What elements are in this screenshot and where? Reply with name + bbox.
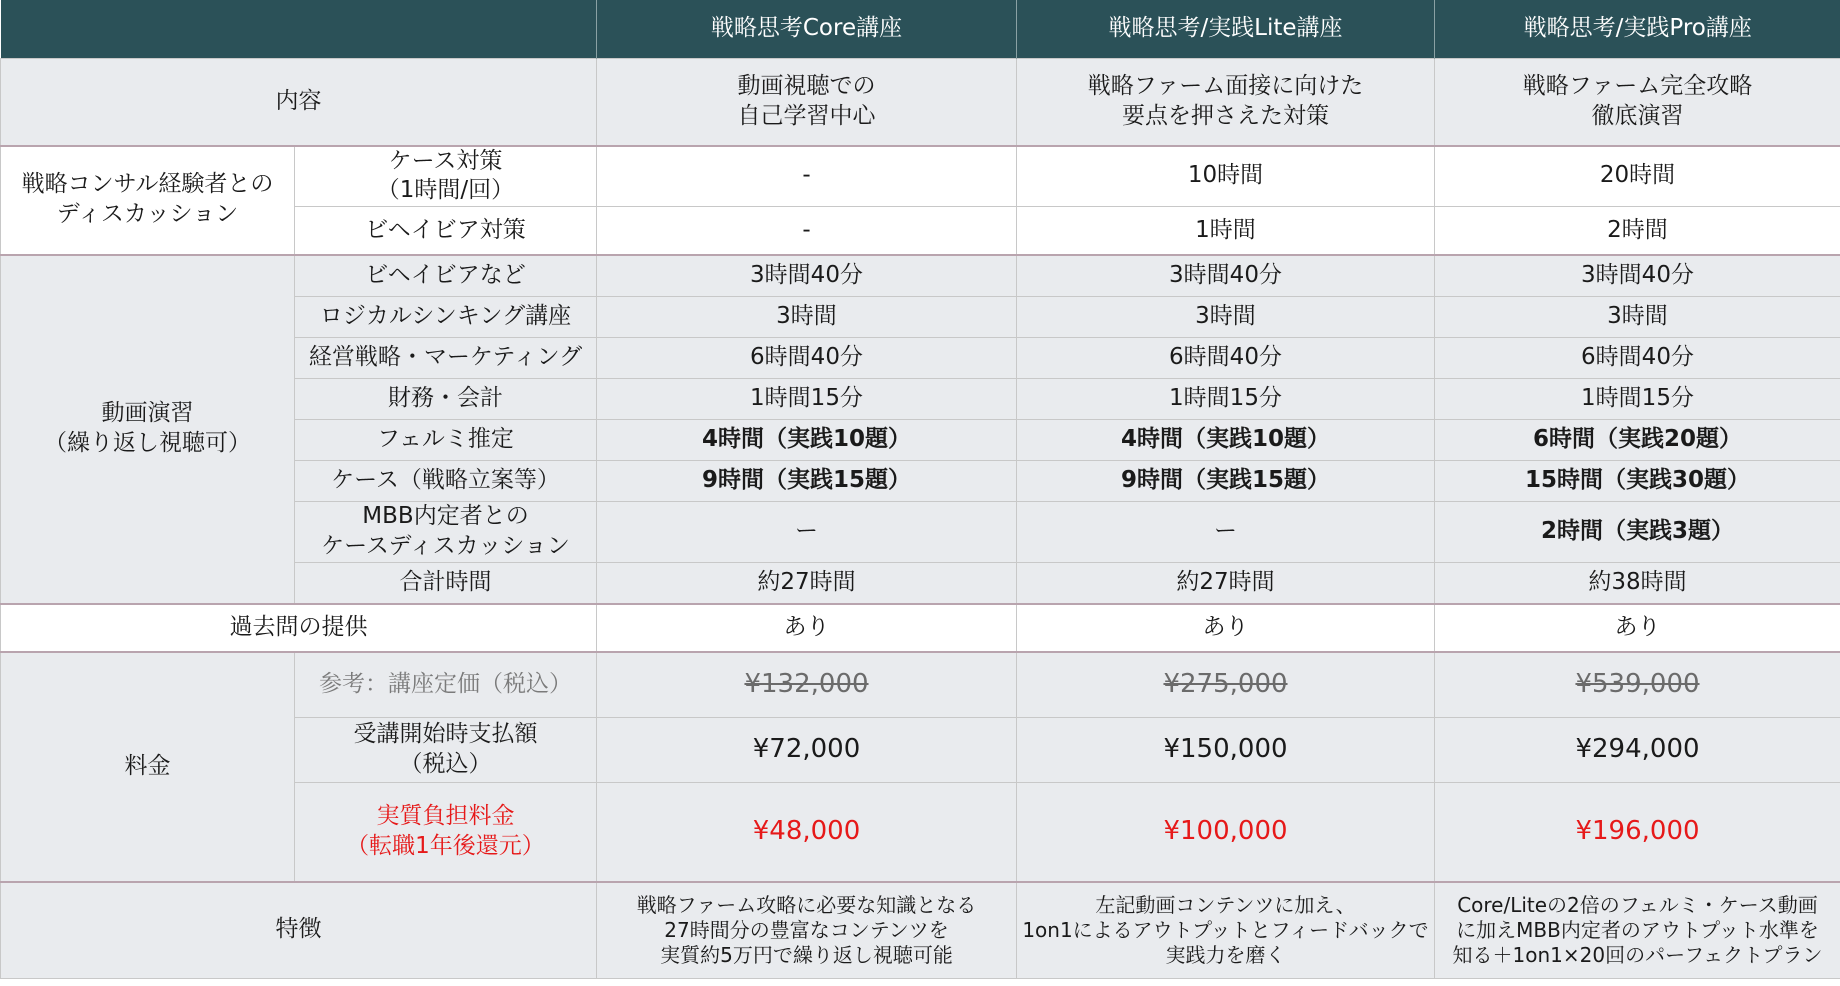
past-questions-label: 過去問の提供	[1, 604, 597, 652]
video-row-core: 3時間40分	[597, 255, 1017, 297]
content-lite: 戦略ファーム面接に向けた 要点を押さえた対策	[1017, 59, 1435, 146]
video-row-behavior	[1, 255, 1840, 297]
price-upfront-label: 受講開始時支払額 （税込）	[295, 718, 597, 783]
past-questions-pro: あり	[1435, 604, 1840, 652]
video-row-pro: 3時間	[1435, 297, 1840, 338]
content-pro: 戦略ファーム完全攻略 徹底演習	[1435, 59, 1840, 146]
video-row-core: 約27時間	[597, 563, 1017, 604]
past-questions-lite: あり	[1017, 604, 1435, 652]
video-row-label: 財務・会計	[295, 379, 597, 420]
video-row-pro: 6時間（実践20題）	[1435, 420, 1840, 461]
video-row-lite: 3時間	[1017, 297, 1435, 338]
header-corner	[1, 0, 597, 59]
discussion-case-row	[1, 146, 1840, 207]
video-row-pro: 約38時間	[1435, 563, 1840, 604]
price-list-core: ¥132,000	[597, 652, 1017, 718]
video-row-label: 合計時間	[295, 563, 597, 604]
video-row-pro: 15時間（実践30題）	[1435, 461, 1840, 502]
features-core: 戦略ファーム攻略に必要な知識となる 27時間分の豊富なコンテンツを 実質約5万円で繰り返し視聴可能	[597, 882, 1017, 979]
video-row-lite: 6時間40分	[1017, 338, 1435, 379]
plan-lite-header: 戦略思考/実践Lite講座	[1017, 0, 1435, 59]
video-row-label: ケース（戦略立案等）	[295, 461, 597, 502]
video-row-lite: 約27時間	[1017, 563, 1435, 604]
discussion-behavior-core: -	[597, 207, 1017, 255]
plan-pro-header: 戦略思考/実践Pro講座	[1435, 0, 1840, 59]
video-row-label: フェルミ推定	[295, 420, 597, 461]
features-row	[1, 882, 1840, 979]
discussion-behavior-label: ビヘイビア対策	[295, 207, 597, 255]
video-row-label: ビヘイビアなど	[295, 255, 597, 297]
video-group-label: 動画演習 （繰り返し視聴可）	[1, 255, 295, 604]
video-row-pro: 2時間（実践3題）	[1435, 502, 1840, 563]
video-row-lite: 1時間15分	[1017, 379, 1435, 420]
video-row-core: 4時間（実践10題）	[597, 420, 1017, 461]
price-effective-core: ¥48,000	[597, 783, 1017, 882]
price-effective-lite: ¥100,000	[1017, 783, 1435, 882]
price-effective-pro: ¥196,000	[1435, 783, 1840, 882]
price-upfront-lite: ¥150,000	[1017, 718, 1435, 783]
video-row-lite: ー	[1017, 502, 1435, 563]
features-label: 特徴	[1, 882, 597, 979]
video-row-lite: 4時間（実践10題）	[1017, 420, 1435, 461]
discussion-behavior-lite: 1時間	[1017, 207, 1435, 255]
video-row-lite: 9時間（実践15題）	[1017, 461, 1435, 502]
price-upfront-pro: ¥294,000	[1435, 718, 1840, 783]
discussion-group-label: 戦略コンサル経験者との ディスカッション	[1, 146, 295, 255]
price-list-lite: ¥275,000	[1017, 652, 1435, 718]
video-row-pro: 3時間40分	[1435, 255, 1840, 297]
video-row-label: ロジカルシンキング講座	[295, 297, 597, 338]
features-lite: 左記動画コンテンツに加え、 1on1によるアウトプットとフィードバックで 実践力を磨く	[1017, 882, 1435, 979]
price-list-row	[1, 652, 1840, 718]
video-row-pro: 6時間40分	[1435, 338, 1840, 379]
discussion-case-pro: 20時間	[1435, 146, 1840, 207]
discussion-behavior-pro: 2時間	[1435, 207, 1840, 255]
price-group-label: 料金	[1, 652, 295, 882]
past-questions-row	[1, 604, 1840, 652]
price-list-label: 参考：講座定価（税込）	[295, 652, 597, 718]
video-row-label: 経営戦略・マーケティング	[295, 338, 597, 379]
video-row-core: 3時間	[597, 297, 1017, 338]
price-upfront-core: ¥72,000	[597, 718, 1017, 783]
discussion-case-lite: 10時間	[1017, 146, 1435, 207]
video-row-label: MBB内定者との ケースディスカッション	[295, 502, 597, 563]
content-label: 内容	[1, 59, 597, 146]
past-questions-core: あり	[597, 604, 1017, 652]
features-pro: Core/Liteの2倍のフェルミ・ケース動画 に加えMBB内定者のアウトプット水準を 知る＋1on1×20回のパーフェクトプラン	[1435, 882, 1840, 979]
content-core: 動画視聴での 自己学習中心	[597, 59, 1017, 146]
video-row-lite: 3時間40分	[1017, 255, 1435, 297]
video-row-core: 6時間40分	[597, 338, 1017, 379]
content-row	[1, 59, 1840, 146]
discussion-case-label: ケース対策 （1時間/回）	[295, 146, 597, 207]
video-row-core: 1時間15分	[597, 379, 1017, 420]
video-row-core: ー	[597, 502, 1017, 563]
discussion-case-core: -	[597, 146, 1017, 207]
plan-core-header: 戦略思考Core講座	[597, 0, 1017, 59]
price-list-pro: ¥539,000	[1435, 652, 1840, 718]
price-effective-label: 実質負担料金 （転職1年後還元）	[295, 783, 597, 882]
video-row-pro: 1時間15分	[1435, 379, 1840, 420]
header-row	[1, 0, 1840, 59]
video-row-core: 9時間（実践15題）	[597, 461, 1017, 502]
